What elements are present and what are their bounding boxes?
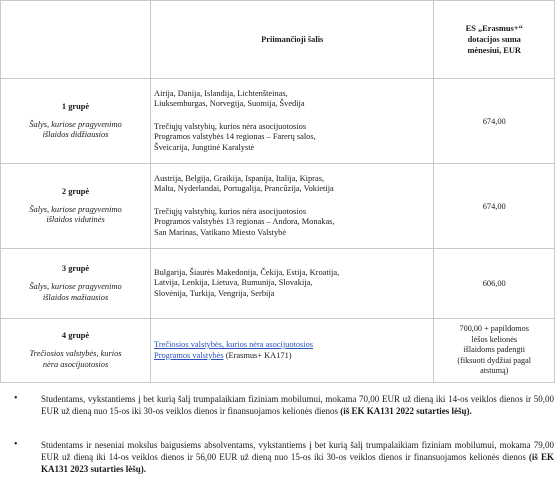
group-label-cell xyxy=(1,79,151,164)
group-amount: 606,00 xyxy=(434,249,555,319)
group-label-cell xyxy=(1,164,151,249)
table-header-row xyxy=(1,1,555,79)
group-title: 2 grupė xyxy=(61,186,90,196)
bullet-text: Studentams, vykstantiems į bet kurią šalį trumpalaikiam fiziniam mobilumui, mokama 70,00 EUR už dieną iki 14-os veiklos dienos ir 50,00 EUR už dieną nuo 15-os iki 30-os veiklos dienos ir finansuojamos kelionės dienos xyxy=(41,394,554,416)
group-countries-cell xyxy=(151,164,434,249)
group-amount: 700,00 + papildomos lėšos kelionės išlaidoms padengti (fiksuoti dydžiai pagal atstumą) xyxy=(434,319,555,383)
bullet-icon: • xyxy=(14,393,18,404)
member-countries: Austrija, Belgija, Graikija, Ispanija, Italija, Kipras, Malta, Nyderlandai, Portugalija, Prancūzija, Vokietija xyxy=(154,173,334,194)
list-item xyxy=(14,393,554,417)
bullet-icon: • xyxy=(14,439,18,450)
bullet-list xyxy=(14,393,554,475)
table-row-group-4 xyxy=(1,319,555,383)
group-title: 4 grupė xyxy=(61,331,90,340)
group-title: 1 grupė xyxy=(61,101,90,111)
member-countries: Airija, Danija, Islandija, Lichtenšteinas, Liuksemburgas, Norvegija, Suomija, Švedija xyxy=(154,88,305,109)
table-row-group-2 xyxy=(1,164,555,249)
bullet-source: (iš EK KA131 2023 sutarties lėšų). xyxy=(41,452,554,474)
table-row-group-3 xyxy=(1,249,555,319)
group-description: Šalys, kuriose pragyvenimo išlaidos vidutinės xyxy=(29,204,122,224)
program-code: (Erasmus+ KA171) xyxy=(223,350,292,360)
group-countries-cell xyxy=(151,319,434,383)
group-description: Šalys, kuriose pragyvenimo išlaidos mažiausios xyxy=(29,282,122,302)
group-title: 3 grupė xyxy=(61,264,90,273)
group-amount: 674,00 xyxy=(434,164,555,249)
third-countries: Trečiųjų valstybių, kurios nėra asocijuotosios Programos valstybės 13 regionas – Andora, Monakas, San Marinas, Vatikano Miesto Valstybė xyxy=(154,206,335,237)
group-description: Trečiosios valstybės, kurios nėra asocijuotosios xyxy=(29,349,122,369)
table-row-group-1 xyxy=(1,79,555,164)
bullet-source: (iš EK KA131 2022 sutarties lėšų). xyxy=(340,406,472,416)
header-country: Priimančioji šalis xyxy=(151,1,434,79)
group-countries-cell xyxy=(151,79,434,164)
group-label-cell xyxy=(1,319,151,383)
header-amount: ES „Erasmus+“ dotacijos suma mėnesiui, EUR xyxy=(434,1,555,79)
third-countries: Trečiųjų valstybių, kurios nėra asocijuotosios Programos valstybės 14 regionas – Farerų salos, Šveicarija, Jungtinė Karalystė xyxy=(154,121,316,152)
list-item xyxy=(14,439,554,475)
group-description: Šalys, kuriose pragyvenimo išlaidos didžiausios xyxy=(29,119,122,139)
third-countries-link[interactable]: Trečiosios valstybės, kurios nėra asocijuotosios Programos valstybės xyxy=(154,340,314,360)
group-amount: 674,00 xyxy=(434,79,555,164)
member-countries: Bulgarija, Šiaurės Makedonija, Čekija, Estija, Kroatija, Latvija, Lenkija, Lietuva, Rumunija, Slovakija, Slovėnija, Turkija, Vengrija, Serbija xyxy=(154,267,340,298)
header-empty-cell xyxy=(1,1,151,79)
group-label-cell xyxy=(1,249,151,319)
bullet-text: Studentams ir neseniai mokslus baigusiems absolventams, vykstantiems į bet kurią šalį trumpalaikiam fiziniam mobilumui, mokama 79,00 EUR už dieną iki 14-os veiklos dienos ir 56,00 EUR už dieną nuo 15-os iki 30-os veiklos dienos ir finansuojamos kelionės dienos xyxy=(41,440,554,462)
group-countries-cell xyxy=(151,249,434,319)
